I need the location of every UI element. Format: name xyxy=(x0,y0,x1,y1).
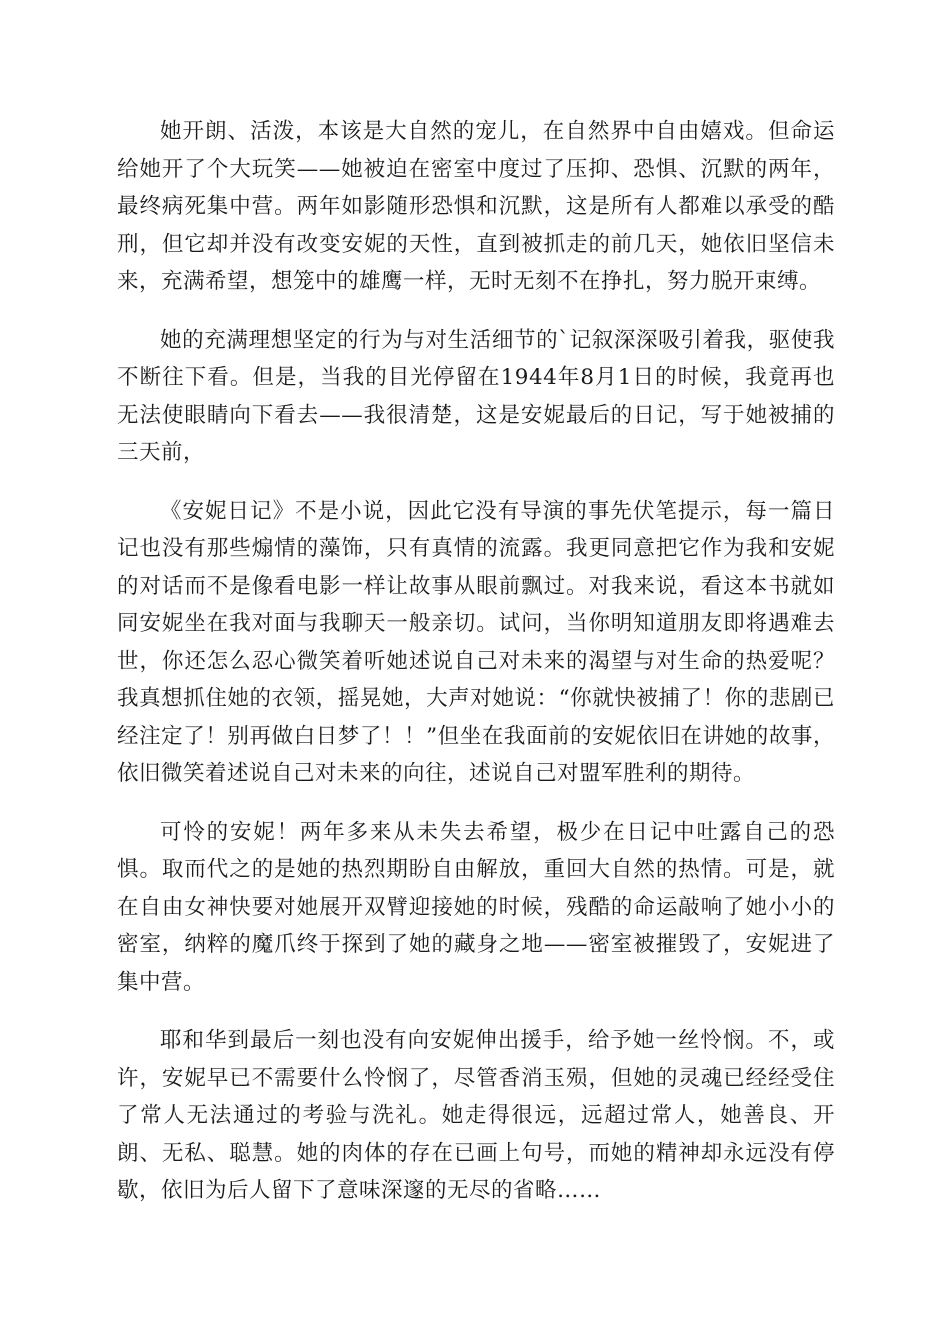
document-body xyxy=(117,113,835,1231)
paragraph-1: 她开朗、活泼，本该是大自然的宠儿，在自然界中自由嬉戏。但命运给她开了个大玩笑——她被迫在密室中度过了压抑、恐惧、沉默的两年，最终病死集中营。两年如影随形恐惧和沉默，这是所有人都难以承受的酷刑，但它却并没有改变安妮的天性，直到被抓走的前几天，她依旧坚信未来，充满希望，想笼中的雄鹰一样，无时无刻不在挣扎，努力脱开束缚。 xyxy=(117,119,835,294)
paragraph-5: 耶和华到最后一刻也没有向安妮伸出援手，给予她一丝怜悯。不，或许，安妮早已不需要什么怜悯了，尽管香消玉殒，但她的灵魂已经经受住了常人无法通过的考验与洗礼。她走得很远，远超过常人，她善良、开朗、无私、聪慧。她的肉体的存在已画上句号，而她的精神却永远没有停歇，依旧为后人留下了意味深邃的无尽的省略…… xyxy=(117,1028,835,1203)
paragraph-2: 她的充满理想坚定的行为与对生活细节的`记叙深深吸引着我，驱使我不断往下看。但是，当我的目光停留在1944年8月1日的时候，我竟再也无法使眼睛向下看去——我很清楚，这是安妮最后的日记，写于她被捕的三天前， xyxy=(117,327,835,465)
paragraph-4: 可怜的安妮！两年多来从未失去希望，极少在日记中吐露自己的恐惧。取而代之的是她的热烈期盼自由解放，重回大自然的热情。可是，就在自由女神快要对她展开双臂迎接她的时候，残酷的命运敲响了她小小的密室，纳粹的魔爪终于探到了她的藏身之地——密室被摧毁了，安妮进了集中营。 xyxy=(117,819,835,995)
paragraph-3: 《安妮日记》不是小说，因此它没有导演的事先伏笔提示，每一篇日记也没有那些煽情的藻饰，只有真情的流露。我更同意把它作为我和安妮的对话而不是像看电影一样让故事从眼前飘过。对我来说，看这本书就如同安妮坐在我对面与我聊天一般亲切。试问，当你明知道朋友即将遇难去世，你还怎么忍心微笑着听她述说自己对未来的渴望与对生命的热爱呢？我真想抓住她的衣领，摇晃她，大声对她说：“你就快被捕了！你的悲剧已经注定了！别再做白日梦了！！”但坐在我面前的安妮依旧在讲她的故事，依旧微笑着述说自己对未来的向往，述说自己对盟军胜利的期待。 xyxy=(117,498,835,786)
